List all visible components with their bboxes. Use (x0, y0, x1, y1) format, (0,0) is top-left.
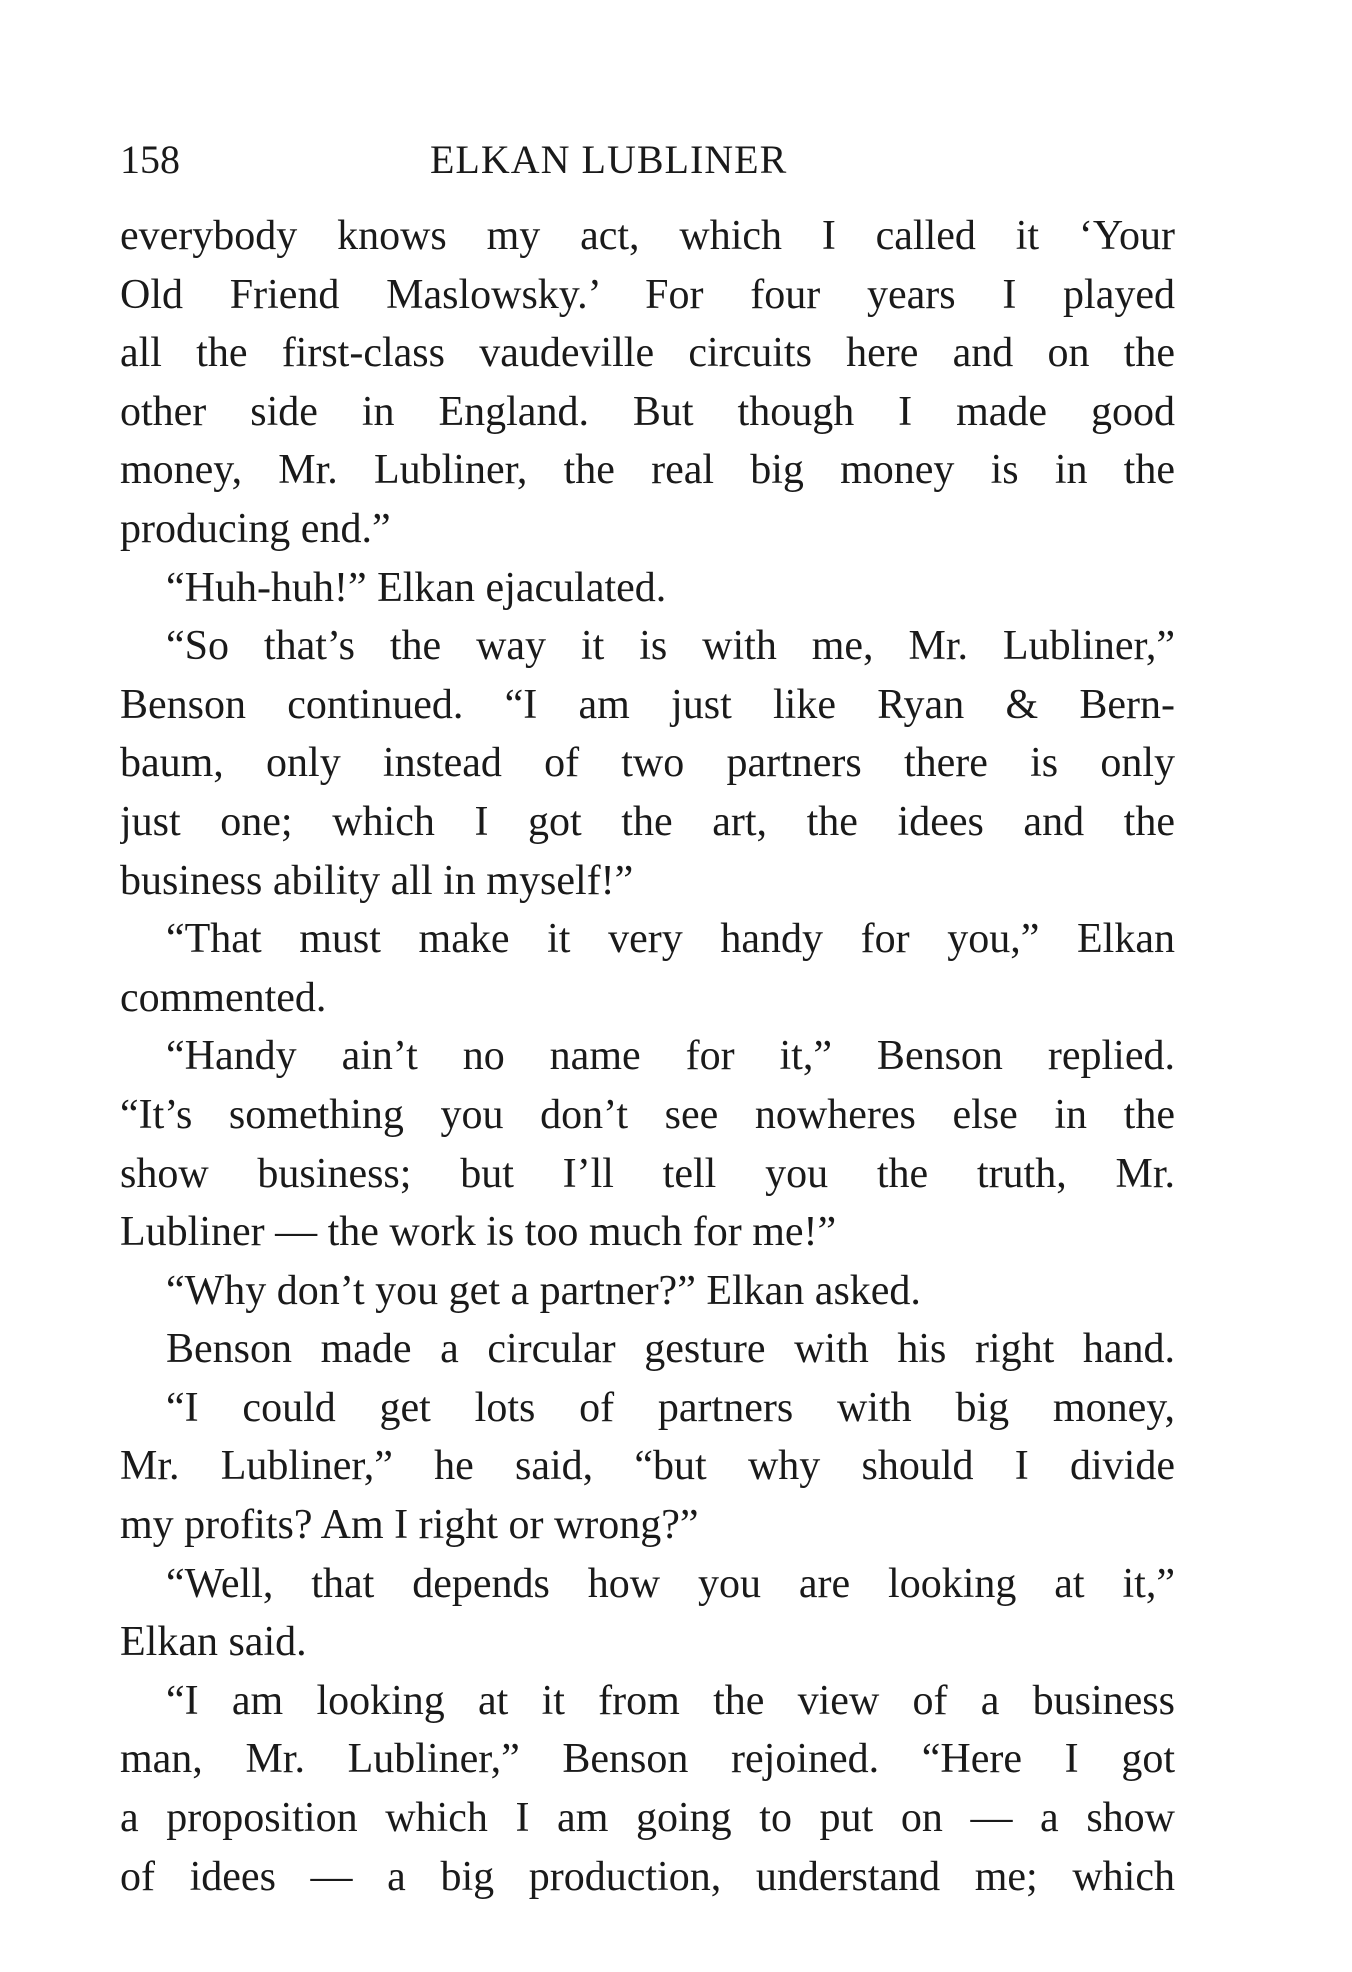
text-line: Benson made a circular gesture with his right hand. (166, 1326, 1175, 1373)
text-line: Old Friend Maslowsky.’ For four years I played (120, 271, 1175, 318)
text-line: producing end.” (120, 505, 391, 552)
text-line: “It’s something you don’t see nowheres else in the (120, 1091, 1175, 1138)
text-line: “Handy ain’t no name for it,” Benson replied. (166, 1033, 1175, 1080)
body-text (120, 207, 1175, 1906)
text-line: Elkan said. (120, 1619, 307, 1666)
text-line: baum, only instead of two partners there is only (120, 740, 1175, 787)
text-line: all the first-class vaudeville circuits here and on the (120, 330, 1175, 377)
text-line: just one; which I got the art, the idees and the (120, 798, 1175, 845)
text-line: everybody knows my act, which I called it ‘Your (120, 213, 1175, 259)
text-line: “I could get lots of partners with big money, (166, 1384, 1175, 1431)
page-number: 158 (120, 137, 180, 182)
text-line: Benson continued. “I am just like Ryan & Bern- (120, 681, 1175, 728)
text-line: Mr. Lubliner,” he said, “but why should I divide (120, 1443, 1175, 1490)
text-line: Lubliner — the work is too much for me!” (120, 1209, 837, 1256)
text-line: business ability all in myself!” (120, 857, 634, 904)
text-line: “Why don’t you get a partner?” Elkan asked. (166, 1267, 921, 1314)
text-line: of idees — a big production, understand me; which (120, 1853, 1175, 1900)
text-line: commented. (120, 974, 327, 1021)
text-line: “Well, that depends how you are looking at it,” (166, 1560, 1175, 1607)
text-line: money, Mr. Lubliner, the real big money is in the (120, 447, 1175, 494)
page-header (120, 130, 1180, 190)
text-line: “I am looking at it from the view of a business (166, 1677, 1175, 1724)
text-line: show business; but I’ll tell you the truth, Mr. (120, 1150, 1175, 1197)
text-line: my profits? Am I right or wrong?” (120, 1502, 699, 1549)
text-line: other side in England. But though I made good (120, 388, 1175, 435)
text-line: “So that’s the way it is with me, Mr. Lubliner,” (166, 623, 1175, 670)
text-line: a proposition which I am going to put on — a show (120, 1795, 1175, 1842)
running-head: ELKAN LUBLINER (430, 137, 788, 182)
text-line: “Huh-huh!” Elkan ejaculated. (166, 564, 667, 611)
text-line: man, Mr. Lubliner,” Benson rejoined. “Here I got (120, 1736, 1175, 1783)
text-line: “That must make it very handy for you,” Elkan (166, 916, 1175, 963)
